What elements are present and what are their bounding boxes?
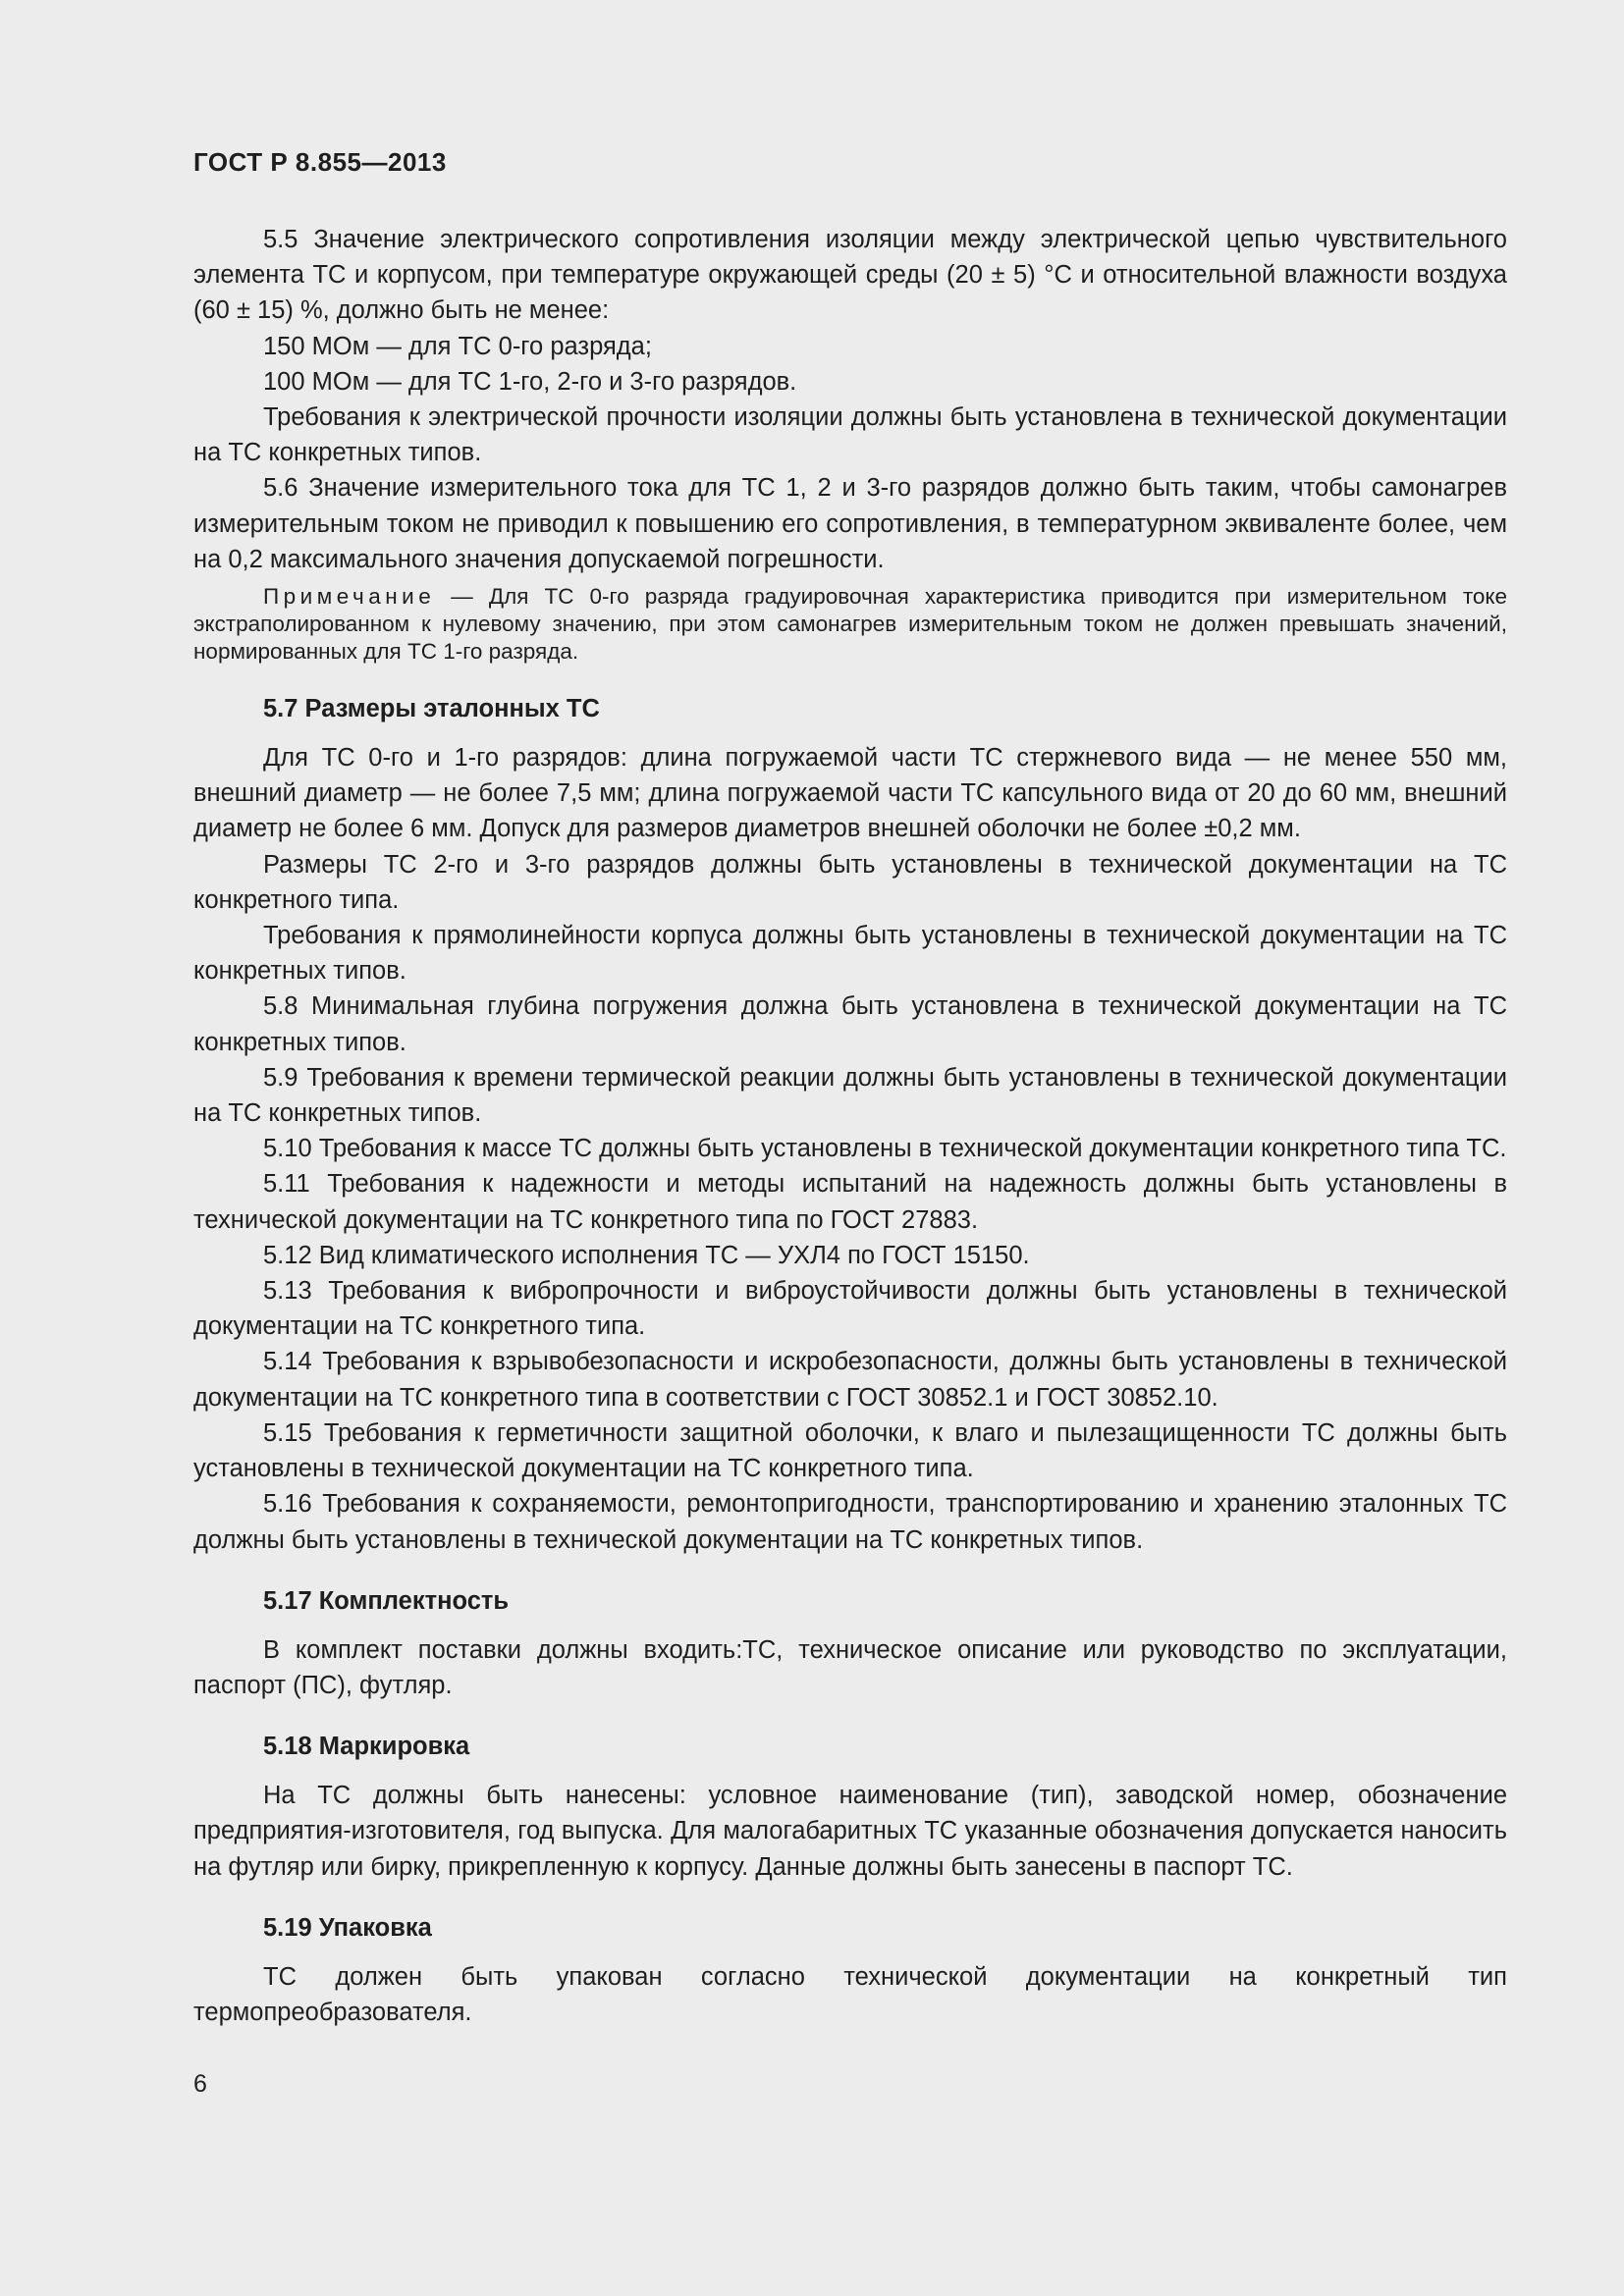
- paragraph-5-11: 5.11 Требования к надежности и методы испытаний на надежность должны быть установлены в технической документации на ТС конкретного типа по ГОСТ 27883.: [193, 1170, 1507, 1234]
- paragraph-5-8: 5.8 Минимальная глубина погружения должна быть установлена в технической документации на ТС конкретных типов.: [193, 992, 1507, 1056]
- paragraph-5-13: 5.13 Требования к вибропрочности и виброустойчивости должны быть установлены в технической документации на ТС конкретного типа.: [193, 1277, 1507, 1341]
- paragraph-5-12: 5.12 Вид климатического исполнения ТС — УХЛ4 по ГОСТ 15150.: [263, 1241, 1030, 1269]
- paragraph-5-10: 5.10 Требования к массе ТС должны быть установлены в технической документации конкретного типа ТС.: [263, 1135, 1507, 1163]
- note-text: — Для ТС 0-го разряда градуировочная характеристика приводится при измерительном токе экстраполированном к нулевому значению, при этом самонагрев измерительным током не должен превышать значений, нормированных для ТС 1-го разряда.: [193, 584, 1507, 665]
- paragraph-5-19: ТС должен быть упакован согласно технической документации на конкретный тип термопреобразователя.: [193, 1962, 1507, 2026]
- heading-5-17: 5.17 Комплектность: [263, 1586, 510, 1615]
- paragraph-5-5: 5.5 Значение электрического сопротивления изоляции между электрической цепью чувствительного элемента ТС и корпусом, при температуре окружающей среды (20 ± 5) °С и относительной влажности воздуха (60 ± 15) %, должно быть не менее:: [193, 226, 1507, 325]
- paragraph-5-16: 5.16 Требования к сохраняемости, ремонтопригодности, транспортированию и хранению эталонных ТС должны быть установлены в технической документации на ТС конкретных типов.: [193, 1490, 1507, 1554]
- paragraph-5-5-item-b: 100 МОм — для ТС 1-го, 2-го и 3-го разрядов.: [263, 367, 797, 396]
- note-label: Примечание: [263, 584, 436, 610]
- paragraph-5-18: На ТС должны быть нанесены: условное наименование (тип), заводской номер, обозначение предприятия-изготовителя, год выпуска. Для малогабаритных ТС указанные обозначения допускается наносить на футляр или бирку, прикрепленную к корпусу. Данные должны быть занесены в паспорт ТС.: [193, 1782, 1507, 1881]
- paragraph-5-5-strength: Требования к электрической прочности изоляции должны быть установлена в технической документации на ТС конкретных типов.: [193, 403, 1507, 467]
- paragraph-5-14: 5.14 Требования к взрывобезопасности и искробезопасности, должны быть установлены в технической документации на ТС конкретного типа в соответствии с ГОСТ 30852.1 и ГОСТ 30852.10.: [193, 1348, 1507, 1412]
- page-number: 6: [193, 2070, 207, 2098]
- paragraph-5-17: В комплект поставки должны входить:ТС, техническое описание или руководство по эксплуатации, паспорт (ПС), футляр.: [193, 1635, 1507, 1699]
- heading-5-7: 5.7 Размеры эталонных ТС: [263, 695, 600, 723]
- heading-5-18: 5.18 Маркировка: [263, 1733, 470, 1761]
- paragraph-5-6: 5.6 Значение измерительного тока для ТС 1, 2 и 3-го разрядов должно быть таким, чтобы самонагрев измерительным током не приводил к повышению его сопротивления, в температурном эквиваленте более, чем на 0,2 максимального значения допускаемой погрешности.: [193, 474, 1507, 573]
- paragraph-5-5-item-a: 150 МОм — для ТС 0-го разряда;: [263, 332, 652, 360]
- document-code-header: ГОСТ Р 8.855—2013: [193, 147, 447, 177]
- paragraph-5-7-straightness: Требования к прямолинейности корпуса должны быть установлены в технической документации на ТС конкретных типов.: [193, 922, 1507, 986]
- heading-5-19: 5.19 Упаковка: [263, 1913, 432, 1942]
- paragraph-5-9: 5.9 Требования к времени термической реакции должны быть установлены в технической документации на ТС конкретных типов.: [193, 1063, 1507, 1128]
- paragraph-5-7-dimensions: Для ТС 0-го и 1-го разрядов: длина погружаемой части ТС стержневого вида — не менее 550 мм, внешний диаметр — не более 7,5 мм; длина погружаемой части ТС капсульного вида от 20 до 60 мм, внешний диаметр не более 6 мм. Допуск для размеров диаметров внешней оболочки не более ±0,2 мм.: [193, 744, 1507, 843]
- note-block: [193, 583, 1507, 666]
- paragraph-5-15: 5.15 Требования к герметичности защитной оболочки, к влаго и пылезащищенности ТС должны быть установлены в технической документации на ТС конкретного типа.: [193, 1418, 1507, 1483]
- document-body: [193, 222, 1507, 2030]
- paragraph-5-7-grade-2-3: Размеры ТС 2-го и 3-го разрядов должны быть установлены в технической документации на ТС конкретного типа.: [193, 850, 1507, 914]
